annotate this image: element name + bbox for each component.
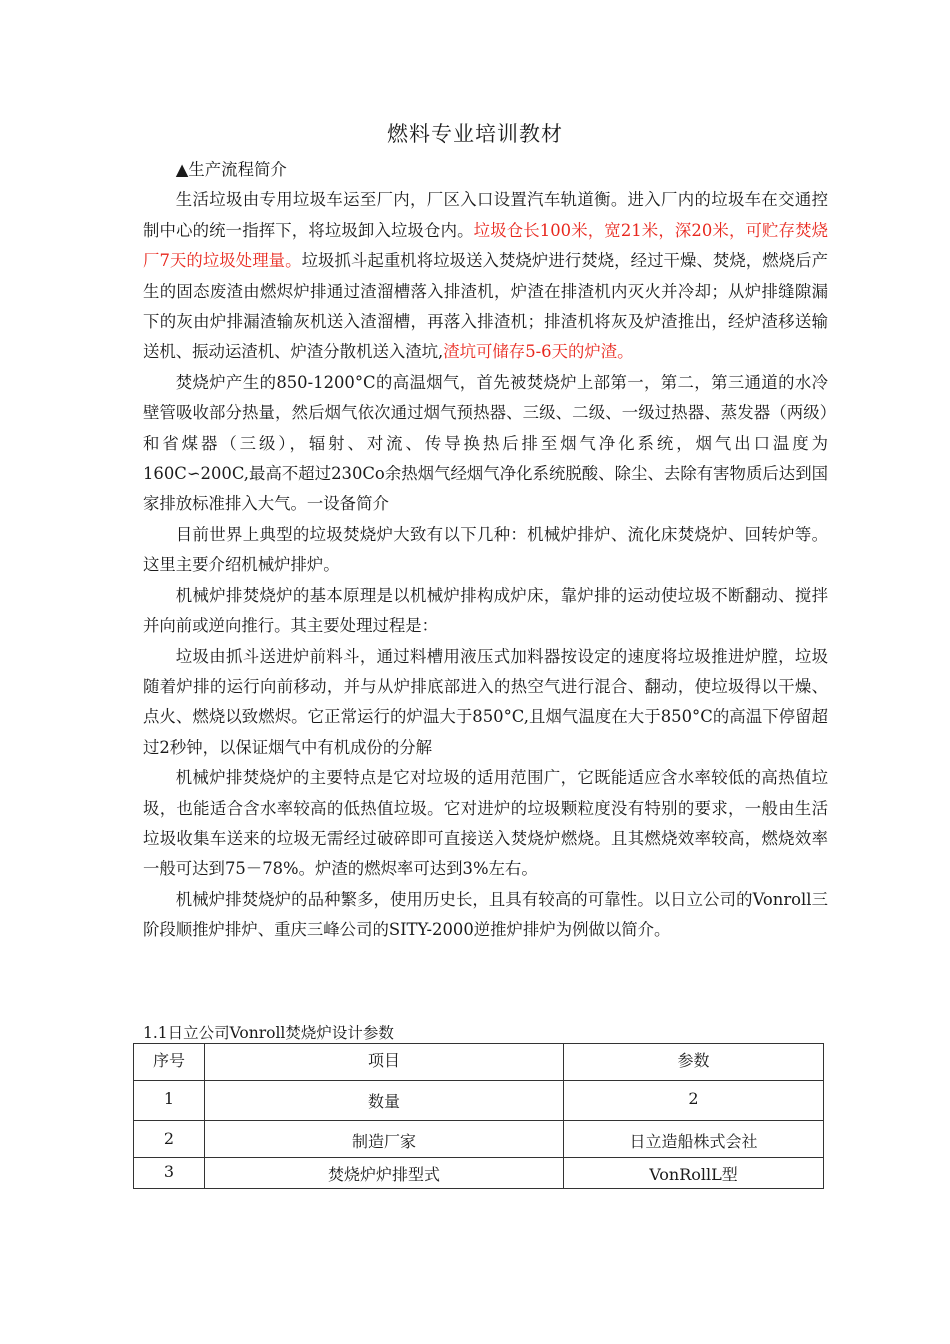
document-title: 燃料专业培训教材 <box>387 122 563 146</box>
paragraph-flue-gas: 焚烧炉产生的850-1200°C的高温烟气，首先被焚烧炉上部第一，第二，第三通道的水冷壁管吸收部分热量，然后烟气依次通过烟气预热器、三级、二级、一级过热器、蒸发器（两级）和省煤器（三级），辐射、对流、传导换热后排至烟气净化系统，烟气出口温度为160C∽200C,最高不超过230Co余热烟气经烟气净化系统脱酸、除尘、去除有害物质后达到国家排放标准排入大气。一设备简介 <box>143 372 828 514</box>
design-parameters-table <box>133 1043 824 1189</box>
table-row <box>134 1121 824 1158</box>
cell-index: 3 <box>134 1158 205 1189</box>
table-caption: 1.1日立公司Vonroll焚烧炉设计参数 <box>143 1024 394 1042</box>
document-body <box>143 155 828 946</box>
cell-parameter: VonRollL型 <box>564 1158 824 1189</box>
paragraph-process-part-c: 垃圾抓斗起重机将垃圾送入焚烧炉进行焚烧，经过干燥、焚烧，燃烧后产生的固态废渣由燃烬炉排通过渣溜槽落入排渣机，炉渣在排渣机内灭火并冷却；从炉排缝隙漏下的灰由炉排漏渣输灰机送入渣溜槽，再落入排渣机；排渣机将灰及炉渣推出，经炉渣移送输送机、振动运渣机、炉渣分散机送入渣坑, <box>143 251 829 362</box>
paragraph-process-part-a: 生活垃圾由专用垃圾车运至厂内，厂区入口设置汽车轨道衡。进入厂内的垃圾车在交通控制中心的统一指挥下，将垃圾卸入垃圾仓内。 <box>143 190 828 240</box>
table-header-row <box>134 1044 824 1081</box>
cell-parameter: 日立造船株式会社 <box>564 1121 824 1158</box>
section-heading: ▲生产流程简介 <box>175 160 287 179</box>
cell-index: 2 <box>134 1121 205 1158</box>
highlight-bunker-size: 垃圾仓长100米，宽21米，深20米，可贮存焚烧厂7天的垃圾处理量。 <box>143 220 828 271</box>
paragraph-process <box>143 185 828 367</box>
table-row <box>134 1081 824 1121</box>
paragraph-process-detail: 垃圾由抓斗送进炉前料斗，通过料槽用液压式加料器按设定的速度将垃圾推进炉膛，垃圾随着炉排的运行向前移动，并与从炉排底部进入的热空气进行混合、翻动，使垃圾得以干燥、点火、燃烧以致燃烬。它正常运行的炉温大于850°C,且烟气温度在大于850°C的高温下停留超过2秒钟，以保证烟气中有机成份的分解 <box>143 646 828 757</box>
paragraph-principle: 机械炉排焚烧炉的基本原理是以机械炉排构成炉床，靠炉排的运动使垃圾不断翻动、搅拌并向前或逆向推行。其主要处理过程是： <box>143 585 828 636</box>
cell-parameter: 2 <box>564 1081 824 1121</box>
paragraph-examples: 机械炉排焚烧炉的品种繁多，使用历史长，且具有较高的可靠性。以日立公司的Vonroll三阶段顺推炉排炉、重庆三峰公司的SITY-2000逆推炉排炉为例做以简介。 <box>143 889 828 940</box>
highlight-slag-pit: 渣坑可储存5-6天的炉渣。 <box>443 342 634 362</box>
table-row <box>134 1158 824 1189</box>
cell-item: 制造厂家 <box>205 1121 564 1158</box>
header-index: 序号 <box>134 1044 205 1081</box>
header-parameter: 参数 <box>564 1044 824 1081</box>
paragraph-incinerator-types: 目前世界上典型的垃圾焚烧炉大致有以下几种：机械炉排炉、流化床焚烧炉、回转炉等。这里主要介绍机械炉排炉。 <box>143 524 828 575</box>
cell-index: 1 <box>134 1081 205 1121</box>
paragraph-features: 机械炉排焚烧炉的主要特点是它对垃圾的适用范围广，它既能适应含水率较低的高热值垃圾，也能适合含水率较高的低热值垃圾。它对进炉的垃圾颗粒度没有特别的要求，一般由生活垃圾收集车送来的垃圾无需经过破碎即可直接送入焚烧炉燃烧。且其燃烧效率较高，燃烧效率一般可达到75－78%。炉渣的燃烬率可达到3%左右。 <box>143 768 828 879</box>
cell-item: 数量 <box>205 1081 564 1121</box>
cell-item: 焚烧炉炉排型式 <box>205 1158 564 1189</box>
header-item: 项目 <box>205 1044 564 1081</box>
